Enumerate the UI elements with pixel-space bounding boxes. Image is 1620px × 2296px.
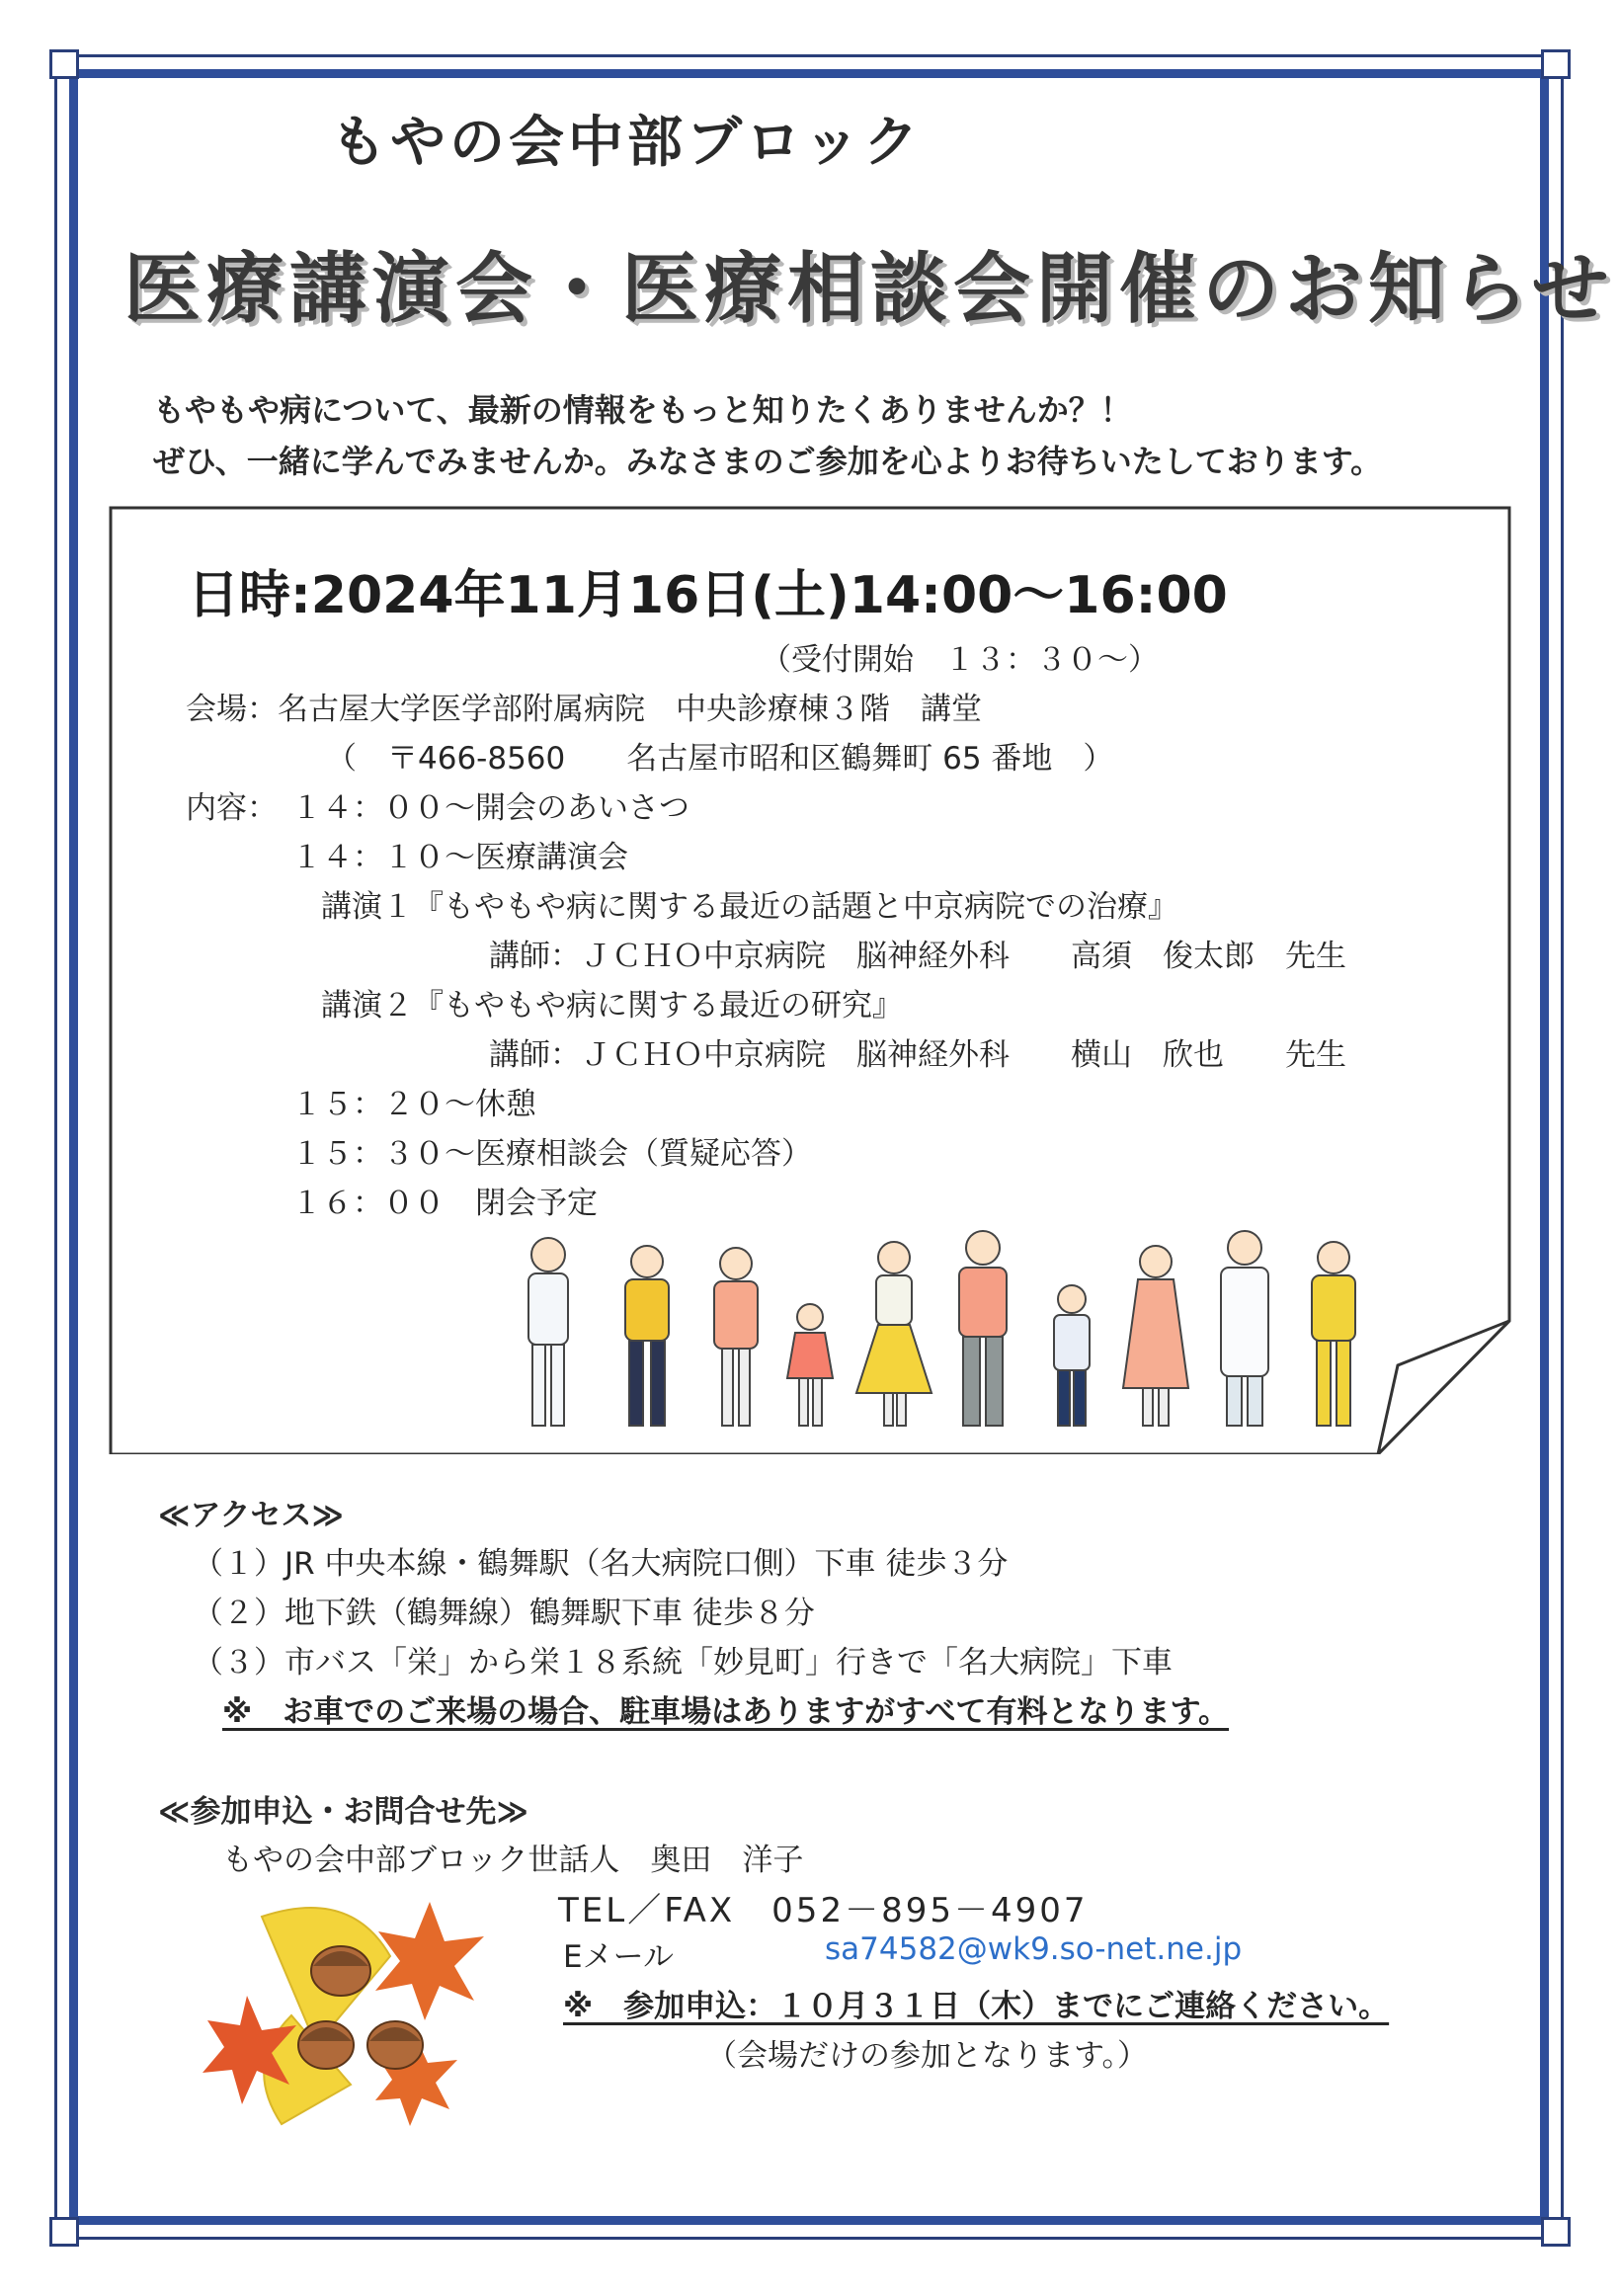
program-label: 内容： [186, 790, 278, 826]
frame-corner-tl [49, 49, 79, 79]
program-item: １５：２０～休憩 [291, 1087, 536, 1122]
frame-corner-tr [1541, 49, 1571, 79]
contact-person: もやの会中部ブロック世話人 奥田 洋子 [222, 1843, 804, 1878]
venue-only-note: （会場だけの参加となります。） [706, 2038, 1149, 2074]
autumn-leaves-illustration [202, 1897, 489, 2134]
email-link[interactable]: sa74582@wk9.so-net.ne.jp [825, 1931, 1243, 1967]
program-item: １４：００～開会のあいさつ [291, 790, 689, 826]
venue: 会場：名古屋大学医学部附属病院 中央診療棟３階 講堂 [186, 692, 982, 727]
contact-title: ≪参加申込・お問合せ先≫ [158, 1794, 528, 1830]
program-item: １４：１０～医療講演会 [291, 840, 628, 875]
intro-line-1: もやもや病について、最新の情報をもっと知りたくありませんか？！ [153, 391, 1132, 429]
event-datetime: 日時:2024年11月16日(土)14:00～16:00 [188, 566, 1228, 625]
organization-name: もやの会中部ブロック [331, 111, 923, 175]
parking-note: ※ お車でのご来場の場合、駐車場はありますがすべて有料となります。 [222, 1694, 1230, 1730]
access-item: （３）市バス「栄」から栄１８系統「妙見町」行きで「名大病院」下車 [193, 1645, 1173, 1681]
intro-line-2: ぜひ、一緒に学んでみませんか。みなさまのご参加を心よりお待ちいたしております。 [153, 443, 1383, 480]
access-title: ≪アクセス≫ [158, 1498, 344, 1533]
access-item: （１）JR 中央本線・鶴舞駅（名大病院口側）下車 徒歩３分 [193, 1546, 1009, 1582]
registration-deadline: ※ 参加申込：１０月３１日（木）までにご連絡ください。 [563, 1989, 1390, 2024]
program-item: １６：００ 閉会予定 [291, 1186, 598, 1221]
people-holding-hands-illustration [499, 1230, 1378, 1442]
program-item: １５：３０～医療相談会（質疑応答） [291, 1136, 812, 1172]
venue-address: （ 〒466-8560 名古屋市昭和区鶴舞町 65 番地 ） [326, 741, 1114, 777]
access-item: （２）地下鉄（鶴舞線）鶴舞駅下車 徒歩８分 [193, 1596, 815, 1631]
lecture-1-title: 講演１『もやもや病に関する最近の話題と中京病院での治療』 [321, 889, 1178, 925]
contact-tel-fax: TEL／FAX 052－895－4907 [558, 1891, 1089, 1930]
email-label: Eメール [563, 1939, 674, 1975]
lecture-2-title: 講演２『もやもや病に関する最近の研究』 [321, 988, 903, 1024]
lecture-2-speaker: 講師：ＪＣＨＯ中京病院 脳神経外科 横山 欣也 先生 [489, 1037, 1346, 1073]
lecture-1-speaker: 講師：ＪＣＨＯ中京病院 脳神経外科 高須 俊太郎 先生 [489, 939, 1346, 974]
frame-corner-bl [49, 2217, 79, 2247]
page-title: 医療講演会・医療相談会開催のお知らせ [123, 245, 1615, 334]
reception-time: （受付開始 １３：３０～） [761, 642, 1159, 678]
frame-corner-br [1541, 2217, 1571, 2247]
